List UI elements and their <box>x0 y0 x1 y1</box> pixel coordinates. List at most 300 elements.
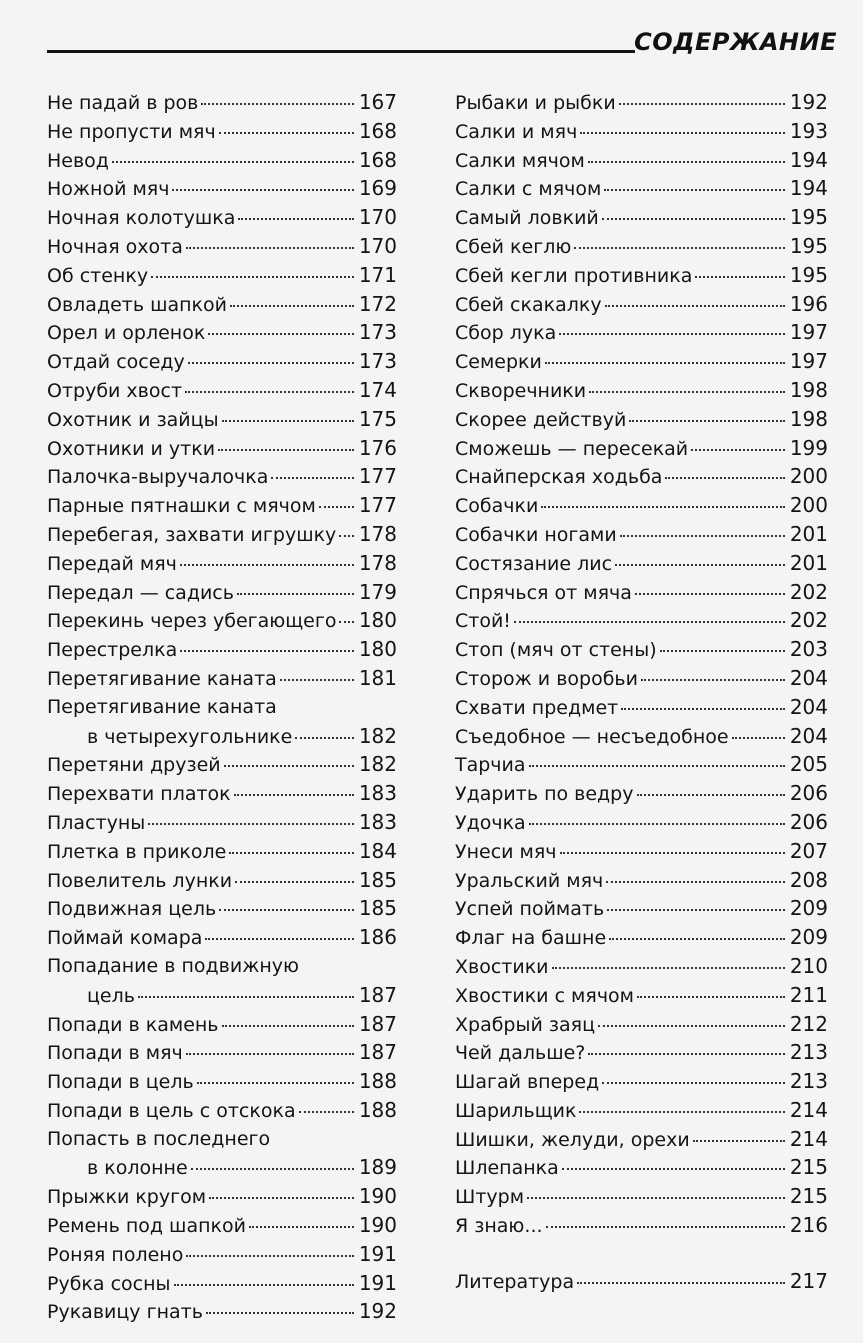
entry-page: 213 <box>789 1040 828 1065</box>
dot-leader <box>186 1053 354 1055</box>
entry-title: Самый ловкий <box>455 207 599 230</box>
toc-entry <box>455 664 828 693</box>
entry-title: Подвижная цель <box>47 898 217 921</box>
entry-title: Успей поймать <box>455 898 605 921</box>
toc-entry <box>455 1038 828 1067</box>
entry-title: Прыжки кругом <box>47 1186 207 1209</box>
toc-entry <box>47 1211 397 1240</box>
entry-page: 187 <box>358 1011 397 1036</box>
dot-leader <box>249 1226 354 1228</box>
entry-title: Невод <box>47 149 109 172</box>
dot-leader <box>579 1111 784 1113</box>
entry-title: Передал — садись <box>47 581 234 604</box>
dot-leader <box>201 103 353 105</box>
toc-entry <box>455 981 828 1010</box>
toc-entry <box>455 1153 828 1182</box>
entry-page: 208 <box>789 867 828 892</box>
toc-entry <box>47 837 397 866</box>
toc-entry <box>455 1182 828 1211</box>
toc-entry <box>455 866 828 895</box>
toc-entry <box>47 520 397 549</box>
entry-line2 <box>47 722 397 751</box>
entry-title: Шишки, желуди, орехи <box>455 1128 690 1151</box>
entry-page: 185 <box>358 867 397 892</box>
entry-page: 195 <box>789 205 828 230</box>
dot-leader <box>319 506 354 508</box>
toc-entry <box>47 434 397 463</box>
entry-title: Об стенку <box>47 264 149 287</box>
toc-entry <box>47 1269 397 1298</box>
dot-leader <box>602 1082 785 1084</box>
dot-leader <box>180 564 354 566</box>
entry-title: Унеси мяч <box>455 840 557 863</box>
entry-title-line1: Попадание в подвижную <box>47 954 300 977</box>
entry-page: 169 <box>358 176 397 201</box>
dot-leader <box>230 305 354 307</box>
toc-entry <box>455 88 828 117</box>
toc-entry <box>47 347 397 376</box>
dot-leader <box>598 1025 785 1027</box>
toc-entry <box>47 203 397 232</box>
dot-leader <box>180 650 354 652</box>
header-rule <box>47 50 635 53</box>
toc-entry <box>455 1010 828 1039</box>
entry-page: 184 <box>358 838 397 863</box>
entry-line2 <box>47 1153 397 1182</box>
toc-entry <box>47 491 397 520</box>
entry-title: Поймай комара <box>47 927 203 950</box>
entry-title: Не падай в ров <box>47 92 199 114</box>
toc-entry <box>47 290 397 319</box>
dot-leader <box>660 650 785 652</box>
dot-leader <box>602 218 785 220</box>
dot-leader <box>112 161 354 163</box>
entry-title: Стой! <box>455 610 511 633</box>
entry-title: Попади в цель с отскока <box>47 1099 296 1122</box>
toc-entry <box>47 1067 397 1096</box>
entry-title: Флаг на башне <box>455 927 607 950</box>
entry-title: Овладеть шапкой <box>47 293 227 316</box>
entry-page: 183 <box>358 781 397 806</box>
dot-leader <box>151 276 354 278</box>
toc-entry <box>455 174 828 203</box>
dot-leader <box>271 477 353 479</box>
toc-entry <box>47 635 397 664</box>
entry-page: 187 <box>358 982 397 1007</box>
entry-page: 191 <box>358 1241 397 1266</box>
toc-entry <box>47 1010 397 1039</box>
toc-entry <box>455 491 828 520</box>
entry-title: Собачки <box>455 495 539 518</box>
dot-leader <box>206 1312 354 1314</box>
entry-page: 206 <box>789 809 828 834</box>
toc-entry <box>455 808 828 837</box>
entry-title: Штурм <box>455 1186 525 1209</box>
entry-page: 192 <box>789 90 828 114</box>
toc-entry <box>455 1211 828 1240</box>
toc-entry <box>455 261 828 290</box>
entry-page: 185 <box>358 896 397 921</box>
dot-leader <box>527 1197 785 1199</box>
entry-title: Ремень под шапкой <box>47 1215 246 1238</box>
dot-leader <box>619 103 785 105</box>
dot-leader <box>560 852 785 854</box>
entry-title: Шагай вперед <box>455 1071 600 1094</box>
entry-page: 180 <box>358 637 397 662</box>
toc-entry <box>47 1297 397 1326</box>
entry-page: 194 <box>789 176 828 201</box>
toc-entry <box>455 606 828 635</box>
entry-title: Перетяни друзей <box>47 754 221 777</box>
entry-page: 205 <box>789 752 828 777</box>
dot-leader <box>695 276 784 278</box>
entry-page: 172 <box>358 291 397 316</box>
dot-leader <box>580 132 785 134</box>
entry-page: 183 <box>358 809 397 834</box>
entry-page: 189 <box>358 1155 397 1180</box>
entry-title: Тарчиа <box>455 754 526 777</box>
toc-entry <box>455 203 828 232</box>
entry-page: 204 <box>789 723 828 748</box>
toc-entry <box>47 866 397 895</box>
dot-leader <box>605 305 785 307</box>
entry-title: Сторож и воробьи <box>455 667 638 690</box>
entry-page: 198 <box>789 406 828 431</box>
entry-title-line2: в колонне <box>87 1157 188 1180</box>
entry-title: Чей дальше? <box>455 1042 586 1065</box>
dot-leader <box>222 1025 354 1027</box>
entry-page: 192 <box>358 1299 397 1324</box>
entry-title: Салки и мяч <box>455 120 578 143</box>
dot-leader <box>138 996 354 998</box>
dot-leader <box>546 1226 785 1228</box>
entry-title: Сбор лука <box>455 322 557 345</box>
dot-leader <box>186 1255 353 1257</box>
toc-entry <box>47 376 397 405</box>
entry-title: Скворечники <box>455 379 587 402</box>
toc-entry <box>455 693 828 722</box>
toc-column-left <box>47 88 397 1326</box>
entry-title: Хвостики <box>455 955 549 978</box>
toc-entry <box>47 146 397 175</box>
page-title: СОДЕРЖАНИЕ <box>634 28 837 56</box>
entry-title: Шлепанка <box>455 1157 559 1180</box>
toc-entry <box>455 635 828 664</box>
dot-leader <box>514 621 785 623</box>
dot-leader <box>607 909 785 911</box>
entry-page: 210 <box>789 953 828 978</box>
entry-page: 182 <box>358 752 397 777</box>
dot-leader <box>280 679 354 681</box>
dot-leader <box>541 506 785 508</box>
entry-title: Стоп (мяч от стены) <box>455 639 657 662</box>
toc-entry <box>455 318 828 347</box>
dot-leader <box>559 333 785 335</box>
toc-entry <box>47 549 397 578</box>
dot-leader <box>615 564 785 566</box>
entry-page: 174 <box>358 377 397 402</box>
entry-page: 213 <box>789 1069 828 1094</box>
dot-leader <box>209 1197 354 1199</box>
entry-title: Литература <box>455 1270 575 1293</box>
toc-column-right <box>455 88 828 1296</box>
entry-title: Рыбаки и рыбки <box>455 92 616 114</box>
entry-page: 209 <box>789 925 828 950</box>
entry-page: 179 <box>358 579 397 604</box>
entry-title: Скорее действуй <box>455 408 627 431</box>
toc-entry <box>455 290 828 319</box>
toc-entry <box>47 261 397 290</box>
entry-page: 170 <box>358 233 397 258</box>
dot-leader <box>234 794 354 796</box>
entry-title: Перетягивание каната <box>47 667 277 690</box>
dot-leader <box>589 391 785 393</box>
entry-page: 217 <box>789 1268 828 1293</box>
entry-page: 175 <box>358 406 397 431</box>
dot-leader <box>691 449 785 451</box>
entry-page: 197 <box>789 349 828 374</box>
toc-entry <box>455 1067 828 1096</box>
entry-page: 167 <box>358 90 397 114</box>
entry-page: 182 <box>358 723 397 748</box>
dot-leader <box>229 852 353 854</box>
entry-title: Охотники и утки <box>47 437 216 460</box>
entry-title: Не пропусти мяч <box>47 120 216 143</box>
entry-page: 203 <box>789 637 828 662</box>
entry-page: 180 <box>358 608 397 633</box>
entry-page: 200 <box>789 493 828 518</box>
toc-entry <box>47 405 397 434</box>
entry-title: Сбей кегли противника <box>455 264 693 287</box>
dot-leader <box>339 535 354 537</box>
dot-leader <box>185 391 354 393</box>
toc-entry <box>455 520 828 549</box>
dot-leader <box>637 794 785 796</box>
entry-title-line2: в четырехугольнике <box>87 725 293 748</box>
entry-page: 212 <box>789 1011 828 1036</box>
dot-leader <box>186 247 354 249</box>
entry-title: Перестрелка <box>47 639 178 662</box>
entry-page: 201 <box>789 521 828 546</box>
entry-page: 173 <box>358 320 397 345</box>
dot-leader <box>174 1284 354 1286</box>
toc-entry <box>47 808 397 837</box>
dot-leader <box>235 881 354 883</box>
entry-title: Перебегая, захвати игрушку <box>47 523 337 546</box>
toc-entry-literature <box>455 1267 828 1296</box>
dot-leader <box>172 189 353 191</box>
toc-entry <box>47 232 397 261</box>
toc-entry <box>47 174 397 203</box>
entry-title: Снайперская ходьба <box>455 466 663 489</box>
toc-entry <box>455 750 828 779</box>
dot-leader <box>529 823 785 825</box>
entry-title: Уральский мяч <box>455 869 604 892</box>
entry-page: 190 <box>358 1213 397 1238</box>
entry-page: 204 <box>789 665 828 690</box>
dot-leader <box>219 132 354 134</box>
entry-page: 202 <box>789 608 828 633</box>
toc-entry <box>455 923 828 952</box>
entry-title: Ножной мяч <box>47 178 170 201</box>
entry-page: 196 <box>789 291 828 316</box>
entry-title: Парные пятнашки с мячом <box>47 495 316 518</box>
toc-entry <box>455 1125 828 1154</box>
entry-title: Шарильщик <box>455 1099 577 1122</box>
entry-title: Рукавицу гнать <box>47 1301 203 1324</box>
entry-title: Собачки ногами <box>455 523 617 546</box>
entry-page: 197 <box>789 320 828 345</box>
toc-entry <box>47 1096 397 1125</box>
entry-page: 168 <box>358 118 397 143</box>
dot-leader <box>188 362 354 364</box>
dot-leader <box>588 161 785 163</box>
entry-page: 209 <box>789 896 828 921</box>
toc-entry <box>47 923 397 952</box>
toc-entry <box>47 894 397 923</box>
toc-entry <box>47 117 397 146</box>
toc-entry <box>47 88 397 117</box>
dot-leader <box>529 765 785 767</box>
toc-entry-multiline <box>47 952 397 1010</box>
toc-entry <box>455 146 828 175</box>
dot-leader <box>665 477 784 479</box>
entry-page: 207 <box>789 838 828 863</box>
entry-page: 216 <box>789 1213 828 1238</box>
entry-title-line2: цель <box>87 984 135 1007</box>
entry-page: 193 <box>789 118 828 143</box>
entry-title: Охотник и зайцы <box>47 408 219 431</box>
entry-title: Ночная колотушка <box>47 207 236 230</box>
dot-leader <box>222 420 354 422</box>
entry-page: 170 <box>358 205 397 230</box>
toc-entry <box>455 578 828 607</box>
entry-page: 201 <box>789 550 828 575</box>
toc-entry <box>47 664 397 693</box>
entry-line2 <box>47 981 397 1010</box>
entry-title: Ночная охота <box>47 235 183 258</box>
entry-title: Храбрый заяц <box>455 1013 595 1036</box>
toc-entry <box>455 779 828 808</box>
dot-leader <box>693 1140 785 1142</box>
dot-leader <box>295 737 353 739</box>
entry-page: 195 <box>789 233 828 258</box>
entry-title: Орел и орленок <box>47 322 206 345</box>
entry-page: 195 <box>789 262 828 287</box>
entry-page: 194 <box>789 147 828 172</box>
entry-page: 176 <box>358 435 397 460</box>
toc-entry <box>455 462 828 491</box>
entry-page: 190 <box>358 1184 397 1209</box>
entry-title: Роняя полено <box>47 1243 184 1266</box>
dot-leader <box>574 247 784 249</box>
dot-leader <box>588 1053 784 1055</box>
entry-title: Схвати предмет <box>455 696 619 719</box>
entry-title: Семерки <box>455 351 542 374</box>
entry-title: Повелитель лунки <box>47 869 233 892</box>
entry-title: Ударить по ведру <box>455 783 634 806</box>
entry-page: 211 <box>789 982 828 1007</box>
entry-title: Передай мяч <box>47 552 177 575</box>
entry-title: Состязание лис <box>455 552 613 575</box>
entry-page: 215 <box>789 1155 828 1180</box>
entry-page: 206 <box>789 781 828 806</box>
dot-leader <box>237 593 354 595</box>
toc-entry-multiline <box>47 1125 397 1183</box>
entry-title: Отдай соседу <box>47 351 185 374</box>
toc-entry <box>47 1182 397 1211</box>
dot-leader <box>604 189 784 191</box>
page-header <box>47 26 837 62</box>
toc-entry <box>47 606 397 635</box>
toc-entry <box>455 549 828 578</box>
entry-page: 181 <box>358 665 397 690</box>
dot-leader <box>224 765 354 767</box>
dot-leader <box>545 362 785 364</box>
entry-page: 168 <box>358 147 397 172</box>
dot-leader <box>621 708 785 710</box>
toc-entry <box>455 117 828 146</box>
entry-title: Съедобное — несъедобное <box>455 725 729 748</box>
entry-title: Палочка-выручалочка <box>47 466 269 489</box>
toc-entry <box>47 779 397 808</box>
dot-leader <box>238 218 353 220</box>
dot-leader <box>629 420 784 422</box>
entry-page: 188 <box>358 1097 397 1122</box>
entry-page: 191 <box>358 1270 397 1295</box>
dot-leader <box>219 909 354 911</box>
toc-entry-multiline <box>47 693 397 751</box>
toc-entry <box>47 1240 397 1269</box>
dot-leader <box>197 1082 354 1084</box>
dot-leader <box>609 938 785 940</box>
toc-entry <box>455 347 828 376</box>
dot-leader <box>562 1168 785 1170</box>
entry-title: Хвостики с мячом <box>455 984 634 1007</box>
dot-leader <box>208 333 353 335</box>
dot-leader <box>637 996 785 998</box>
entry-title: Попади в цель <box>47 1071 194 1094</box>
entry-title: Сбей скакалку <box>455 293 602 316</box>
dot-leader <box>552 967 785 969</box>
toc-entry <box>47 1038 397 1067</box>
toc-entry <box>455 952 828 981</box>
entry-page: 187 <box>358 1040 397 1065</box>
entry-page: 200 <box>789 464 828 489</box>
entry-page: 178 <box>358 550 397 575</box>
toc-entry <box>47 462 397 491</box>
entry-title-line1: Попасть в последнего <box>47 1127 271 1150</box>
toc-entry <box>47 318 397 347</box>
entry-page: 214 <box>789 1126 828 1151</box>
entry-title: Рубка сосны <box>47 1272 171 1295</box>
entry-page: 188 <box>358 1069 397 1094</box>
toc-entry <box>455 434 828 463</box>
entry-title: Отруби хвост <box>47 379 183 402</box>
entry-page: 171 <box>358 262 397 287</box>
entry-title: Плетка в приколе <box>47 840 227 863</box>
entry-page: 204 <box>789 694 828 719</box>
entry-page: 177 <box>358 464 397 489</box>
entry-page: 178 <box>358 521 397 546</box>
entry-page: 199 <box>789 435 828 460</box>
entry-title: Попади в мяч <box>47 1042 183 1065</box>
toc-entry <box>455 405 828 434</box>
entry-title: Перехвати платок <box>47 783 231 806</box>
entry-title: Пластуны <box>47 811 146 834</box>
entry-page: 214 <box>789 1097 828 1122</box>
entry-title: Спрячься от мяча <box>455 581 632 604</box>
